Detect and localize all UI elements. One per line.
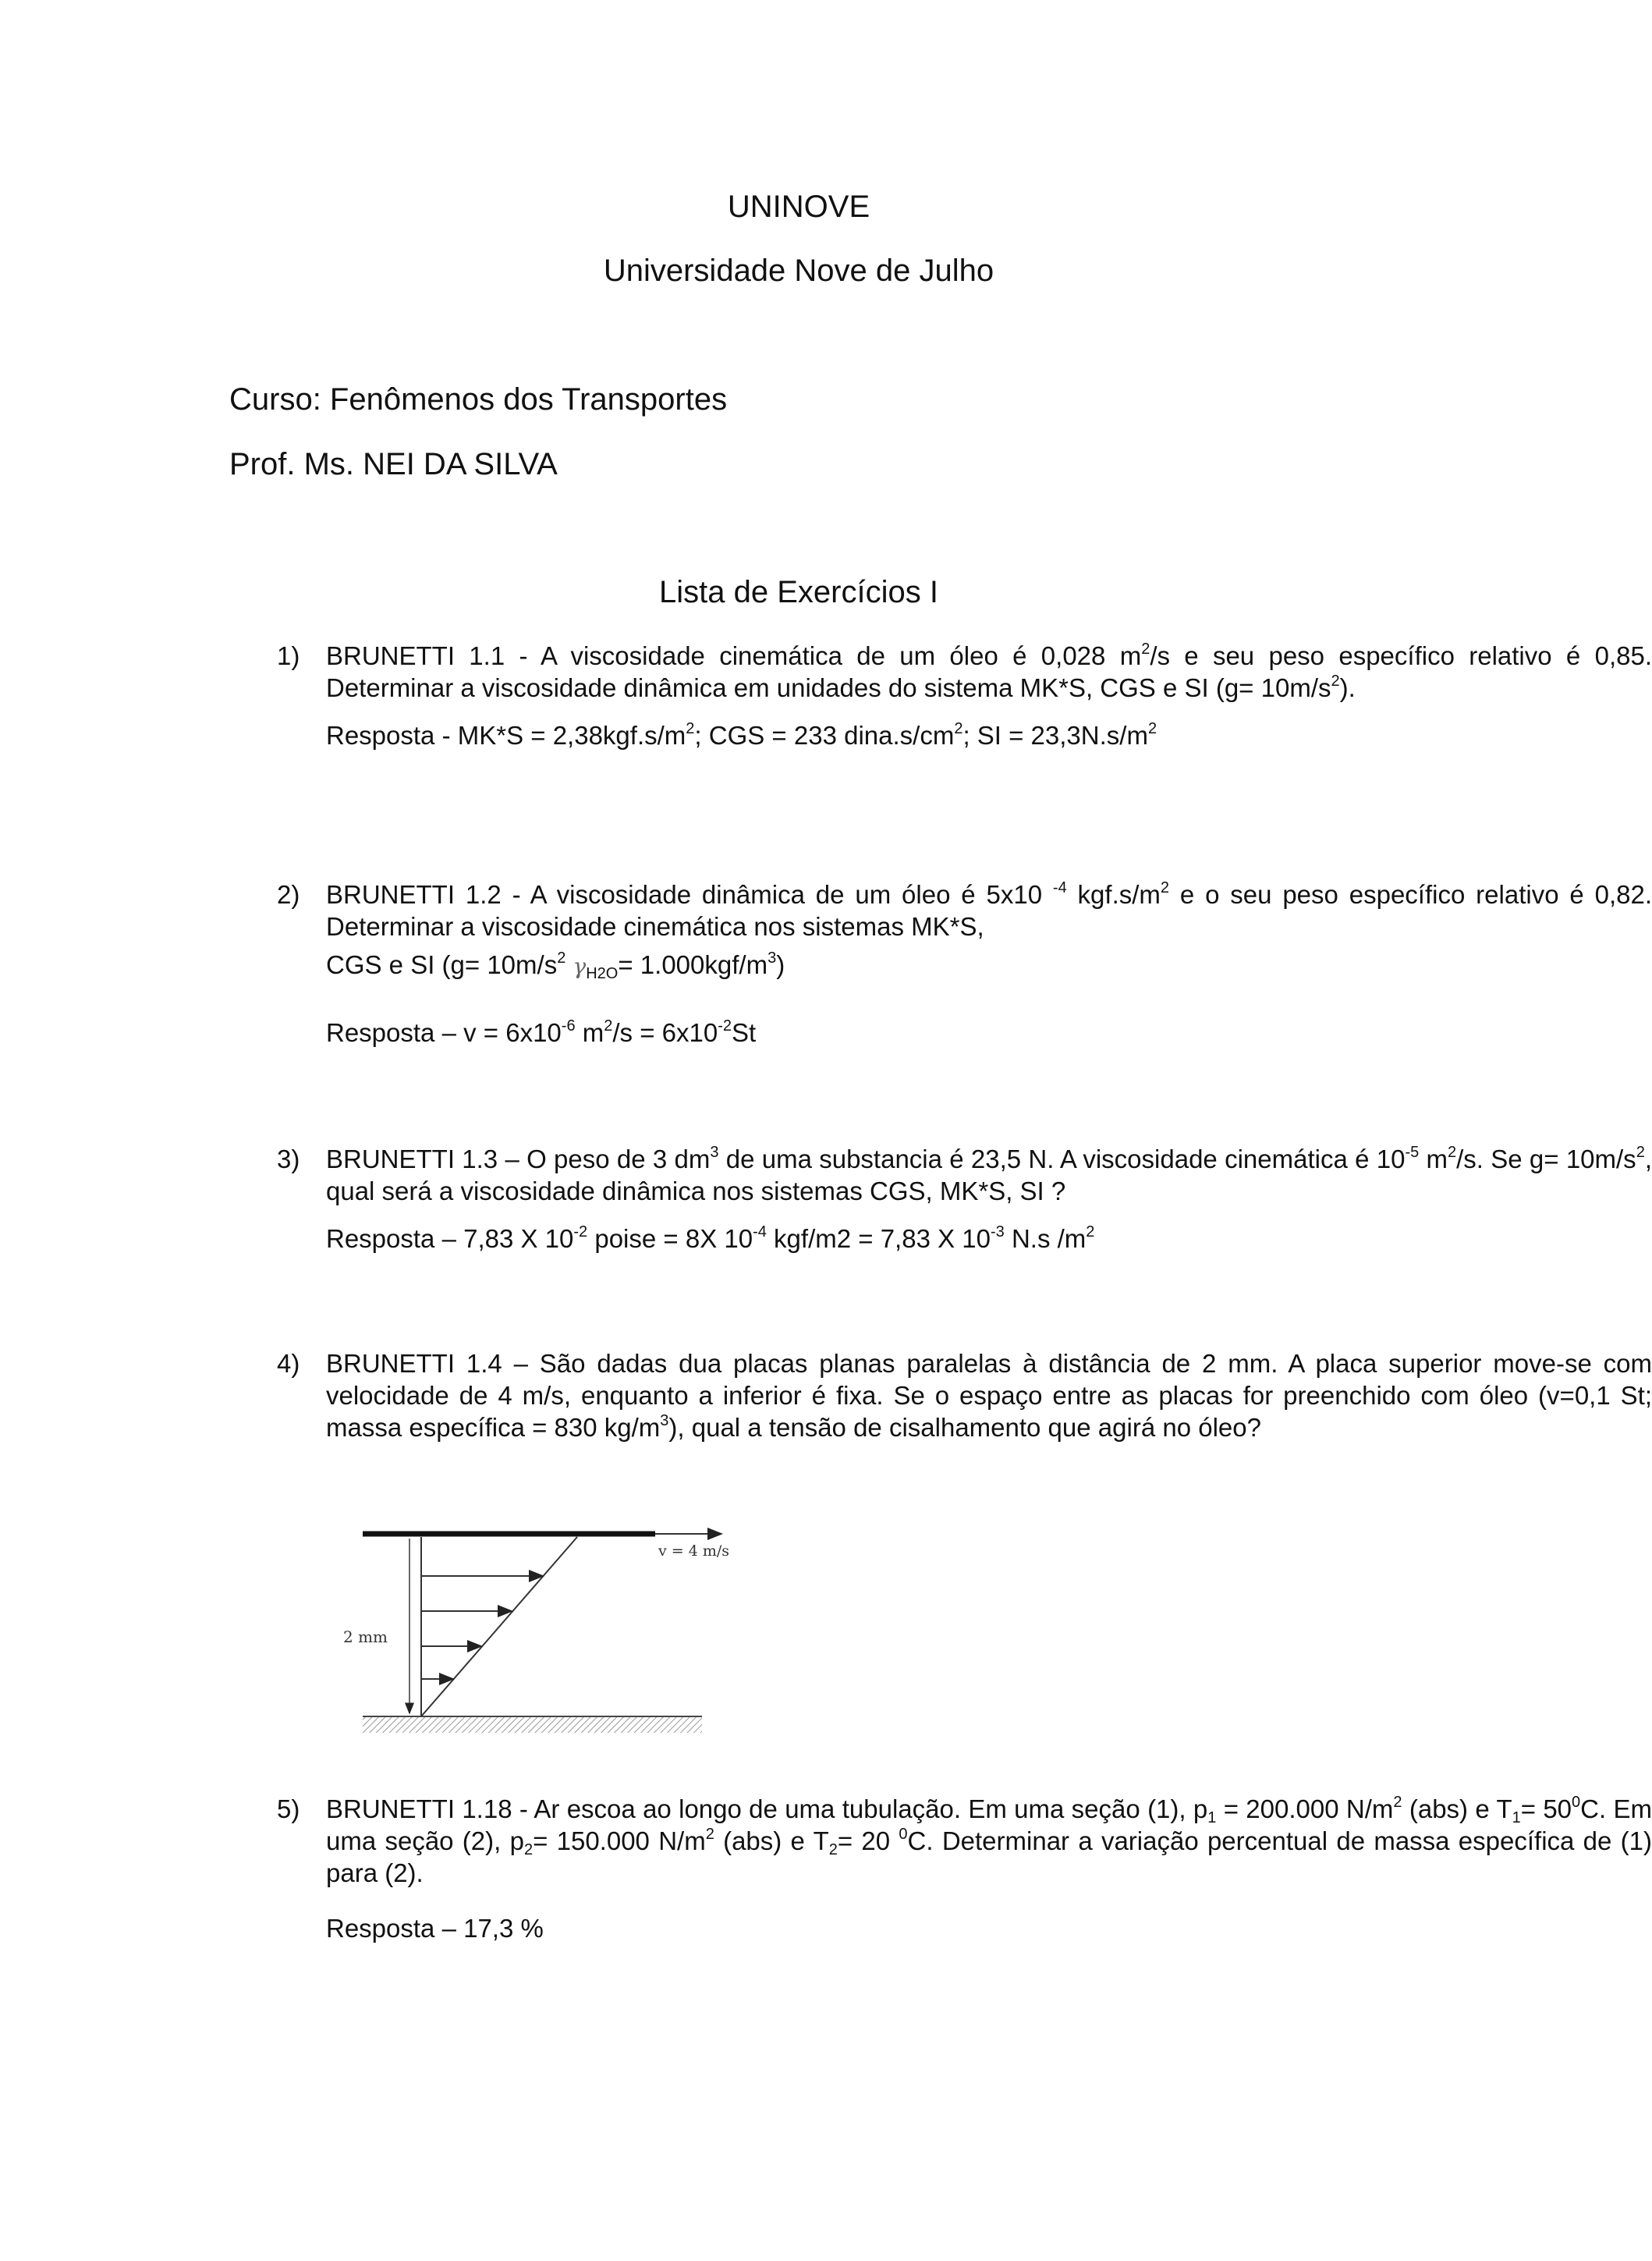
velocity-label: v = 4 m/s xyxy=(658,1542,730,1560)
gap-label: 2 mm xyxy=(343,1627,388,1646)
exercise-number: 2) xyxy=(277,880,300,909)
exercise-number: 3) xyxy=(277,1145,300,1173)
university-name: Universidade Nove de Julho xyxy=(603,254,994,288)
list-title: Lista de Exercícios I xyxy=(659,575,938,609)
exercise-text: BRUNETTI 1.4 – São dadas dua placas planas paralelas à distância de 2 mm. A placa superior move-se com velocidade de 4 m/s, enquanto a inferior é fixa. Se o espaço entre as placas for preenchido com óleo (v=0,1 St; massa específica = 830 $kg/m^3$), qual a tensão de cisalhamento que agirá no óleo? xyxy=(326,1349,1652,1442)
exercise-answer: Resposta – 7,83 X $10^{-2}$ poise = 8X $10^{-4}$ kgf/m2 = 7,83 X $10^{-3}$ N.s $/m^2$ xyxy=(326,1223,1095,1253)
course-name: Curso: Fenômenos dos Transportes xyxy=(229,382,728,417)
exercise-number: 5) xyxy=(277,1794,300,1823)
lower-plate-hatch xyxy=(363,1717,702,1733)
exercise-answer: Resposta – 17,3 % xyxy=(326,1914,544,1943)
professor-name: Prof. Ms. NEI DA SILVA xyxy=(229,447,558,481)
exercise-text-continued: CGS e SI ($g= 10m/s^2$ $\gamma_{H2O}= 1.000kgf/m^3$) xyxy=(326,949,785,982)
exercise-text: BRUNETTI 1.18 - Ar escoa ao longo de uma tubulação. Em uma seção (1), $p_1 = 200.000$ $N/m^2$ (abs) e $T_1= 50^0C$. Em uma seção (2), $p_2= 150.000$ $N/m^2$ (abs) e $T_2= 20$ $^0$C. Determinar a variação percentual de massa específica de (1) para (2). xyxy=(326,1794,1652,1887)
exercise-answer: Resposta - $MK*S = 2,38kgf.s/m^2$; CGS = 233 $dina.s/cm^2$; SI = $23,3N.s/m^2$ xyxy=(326,720,1157,750)
velocity-profile-figure xyxy=(343,1514,733,1748)
exercise-text: BRUNETTI 1.3 – O peso de 3 $dm^3$ de uma substancia é 23,5 N. A viscosidade cinemática é $10^{-5}$ $m^2/s$. Se $g= 10m/s^2$, qual será a viscosidade dinâmica nos sistemas CGS, MK*S, SI ? xyxy=(326,1144,1652,1205)
exercise-text: BRUNETTI 1.1 - A viscosidade cinemática de um óleo é 0,028 $m^2/s$ e seu peso específico relativo é 0,85. Determinar a viscosidade dinâmica em unidades do sistema MK*S, CGS e SI $(g= 10m/s^2)$. xyxy=(326,641,1652,702)
institution-title: UNINOVE xyxy=(727,190,870,224)
gamma-symbol: γ xyxy=(573,953,587,979)
exercise-text: BRUNETTI 1.2 - A viscosidade dinâmica de um óleo é 5x10 $^{-4}$ $kgf.s/m^2$ e o seu peso específico relativo é 0,82. Determinar a viscosidade cinemática nos sistemas MK*S, xyxy=(326,879,1652,941)
exercise-number: 1) xyxy=(277,641,300,670)
exercise-number: 4) xyxy=(277,1349,300,1378)
exercise-answer: Resposta – $v = 6x10^{-6}$ $m^2/s = 6x10^{-2}St$ xyxy=(326,1017,757,1047)
velocity-profile-line xyxy=(421,1537,577,1716)
